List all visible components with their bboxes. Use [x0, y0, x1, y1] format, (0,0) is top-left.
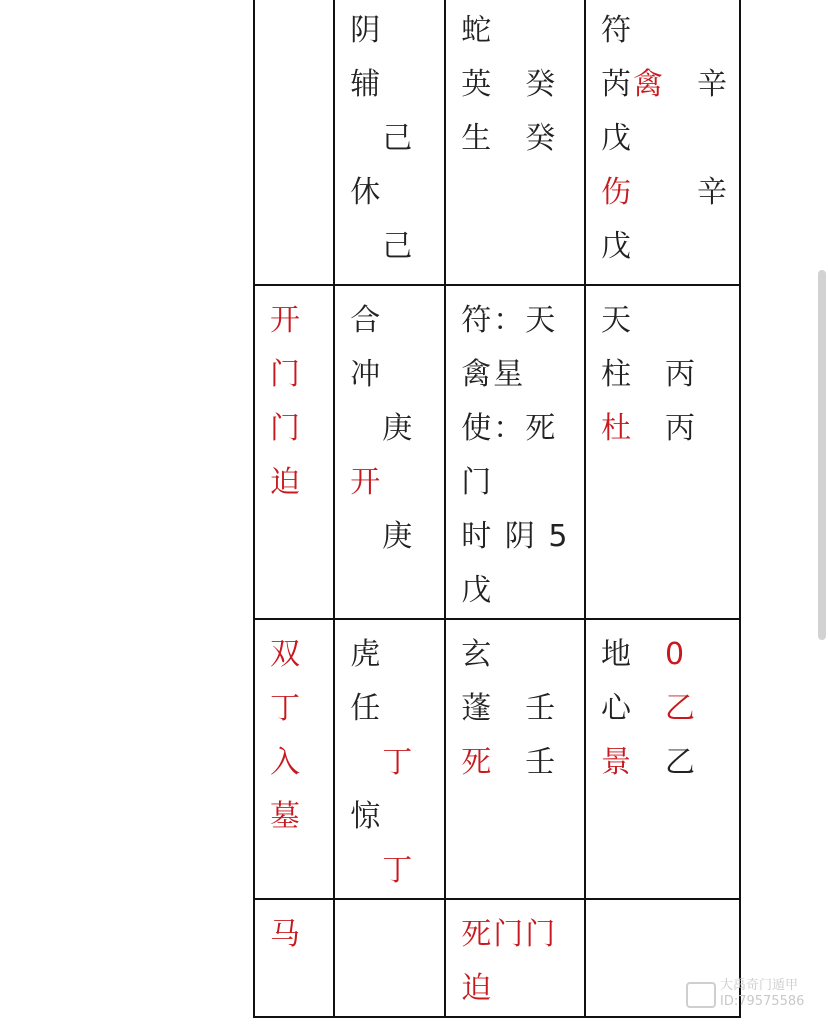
cell-line — [601, 628, 739, 682]
cell-line — [461, 294, 584, 348]
cell-text-red: 乙 — [632, 691, 697, 726]
grid-cell — [445, 619, 585, 899]
cell-text: 心 — [600, 691, 633, 726]
cell-text: 戊 — [600, 229, 633, 264]
cell-text: 虎 — [350, 637, 383, 672]
cell-line — [601, 736, 739, 790]
watermark-account-id: ID:79575586 — [720, 994, 805, 1009]
cell-text: 丁 — [270, 691, 302, 726]
cell-text: 死 — [461, 745, 494, 780]
cell-text: 门 — [461, 465, 494, 500]
cell-text: 入 — [270, 745, 302, 780]
cell-line — [270, 294, 333, 348]
grid-cell — [585, 0, 740, 285]
cell-text: 时 阴 5 — [461, 519, 570, 554]
grid-cell — [254, 285, 334, 619]
cell-text: 杜 — [600, 411, 633, 446]
grid-row — [254, 899, 740, 1017]
cell-line — [270, 628, 333, 682]
cell-line — [461, 736, 584, 790]
cell-text: 死门门 — [461, 917, 558, 952]
cell-line — [350, 220, 444, 274]
grid-row — [254, 619, 740, 899]
cell-text: 冲 — [350, 357, 383, 392]
cell-text: 蓬 壬 — [461, 691, 558, 726]
cell-text: 禽星 — [461, 357, 526, 392]
grid-cell — [334, 899, 445, 1017]
cell-line — [601, 402, 739, 456]
cell-line — [601, 294, 739, 348]
cell-line — [350, 58, 444, 112]
cell-text: 墓 — [270, 799, 302, 834]
cell-line — [350, 166, 444, 220]
cell-text: 任 — [350, 691, 383, 726]
cell-line — [601, 220, 739, 274]
cell-line — [270, 348, 333, 402]
watermark-text — [720, 978, 828, 1010]
grid-body — [254, 0, 740, 1017]
cell-line — [461, 112, 584, 166]
grid-cell — [254, 0, 334, 285]
grid-cell — [445, 0, 585, 285]
cell-text: 景 — [600, 745, 633, 780]
cell-line — [270, 682, 333, 736]
grid-cell — [334, 619, 445, 899]
cell-text: 戊 — [461, 573, 494, 608]
cell-line — [461, 908, 584, 962]
cell-text-red: 禽 — [632, 67, 665, 102]
cell-text: 庚 — [350, 411, 415, 446]
cell-line — [461, 564, 584, 618]
cell-text: 符：天 — [461, 303, 558, 338]
cell-line — [270, 736, 333, 790]
cell-text: 门 — [270, 411, 302, 446]
cell-text: 生 癸 — [461, 121, 558, 156]
cell-text: 英 癸 — [461, 67, 558, 102]
cell-text: 柱 丙 — [600, 357, 697, 392]
cell-line — [601, 58, 739, 112]
cell-text-extra: 壬 — [493, 745, 558, 780]
cell-line — [350, 736, 444, 790]
grid-cell — [585, 899, 740, 1017]
cell-line — [461, 4, 584, 58]
cell-line — [350, 790, 444, 844]
grid-cell — [254, 899, 334, 1017]
grid-row — [254, 0, 740, 285]
cell-line — [350, 112, 444, 166]
cell-line — [461, 456, 584, 510]
cell-line — [270, 456, 333, 510]
cell-line — [461, 348, 584, 402]
cell-text-extra: 辛 — [664, 67, 729, 102]
cell-line — [270, 790, 333, 844]
cell-text: 辅 — [350, 67, 383, 102]
cell-text-extra: 辛 — [632, 175, 729, 210]
cell-text: 惊 — [350, 799, 383, 834]
cell-text-extra: 乙 — [632, 745, 697, 780]
grid-cell — [334, 0, 445, 285]
cell-text: 丁 — [350, 745, 415, 780]
cell-line — [461, 628, 584, 682]
cell-text: 芮 — [600, 67, 633, 102]
cell-text: 开 — [270, 303, 302, 338]
cell-text: 阴 — [350, 13, 383, 48]
cell-text: 己 — [350, 229, 415, 264]
cell-text: 玄 — [461, 637, 494, 672]
cell-text: 戊 — [600, 121, 633, 156]
cell-text: 己 — [350, 121, 415, 156]
cell-line — [350, 4, 444, 58]
page-scrollbar[interactable] — [818, 270, 826, 640]
cell-line — [601, 166, 739, 220]
cell-text: 迫 — [270, 465, 302, 500]
grid-cell — [334, 285, 445, 619]
grid-cell — [254, 619, 334, 899]
cell-line — [461, 402, 584, 456]
cell-text: 休 — [350, 175, 383, 210]
cell-text: 伤 — [600, 175, 633, 210]
cell-line — [601, 112, 739, 166]
cell-text: 符 — [600, 13, 633, 48]
grid-cell — [445, 285, 585, 619]
grid-cell — [585, 285, 740, 619]
cell-line — [350, 456, 444, 510]
cell-line — [461, 58, 584, 112]
cell-line — [350, 294, 444, 348]
cell-line — [601, 682, 739, 736]
cell-text: 丁 — [350, 853, 415, 888]
cell-text: 庚 — [350, 519, 415, 554]
cell-line — [601, 348, 739, 402]
cell-text: 开 — [350, 465, 383, 500]
cell-line — [461, 682, 584, 736]
cell-text: 门 — [270, 357, 302, 392]
grid-cell — [445, 899, 585, 1017]
cell-line — [350, 510, 444, 564]
cell-text: 蛇 — [461, 13, 494, 48]
grid-row — [254, 285, 740, 619]
cell-line — [461, 510, 584, 564]
cell-text: 双 — [270, 637, 302, 672]
cell-text-red: 0 — [632, 637, 687, 672]
cell-text-extra: 丙 — [632, 411, 697, 446]
cell-text: 合 — [350, 303, 383, 338]
cell-text: 使：死 — [461, 411, 558, 446]
cell-line — [601, 4, 739, 58]
grid-cell — [585, 619, 740, 899]
cell-text: 地 — [600, 637, 633, 672]
cell-line — [461, 962, 584, 1016]
watermark-logo-icon — [686, 982, 716, 1008]
cell-line — [270, 908, 333, 962]
cell-line — [270, 402, 333, 456]
cell-text: 迫 — [461, 971, 494, 1006]
cell-text: 天 — [600, 303, 633, 338]
qimen-grid-table — [253, 0, 741, 1018]
cell-line — [350, 402, 444, 456]
cell-line — [350, 682, 444, 736]
cell-line — [350, 348, 444, 402]
cell-line — [350, 628, 444, 682]
cell-line — [350, 844, 444, 898]
cell-text: 马 — [270, 917, 302, 952]
watermark-account-name: 大禹奇门遁甲 — [720, 978, 799, 993]
